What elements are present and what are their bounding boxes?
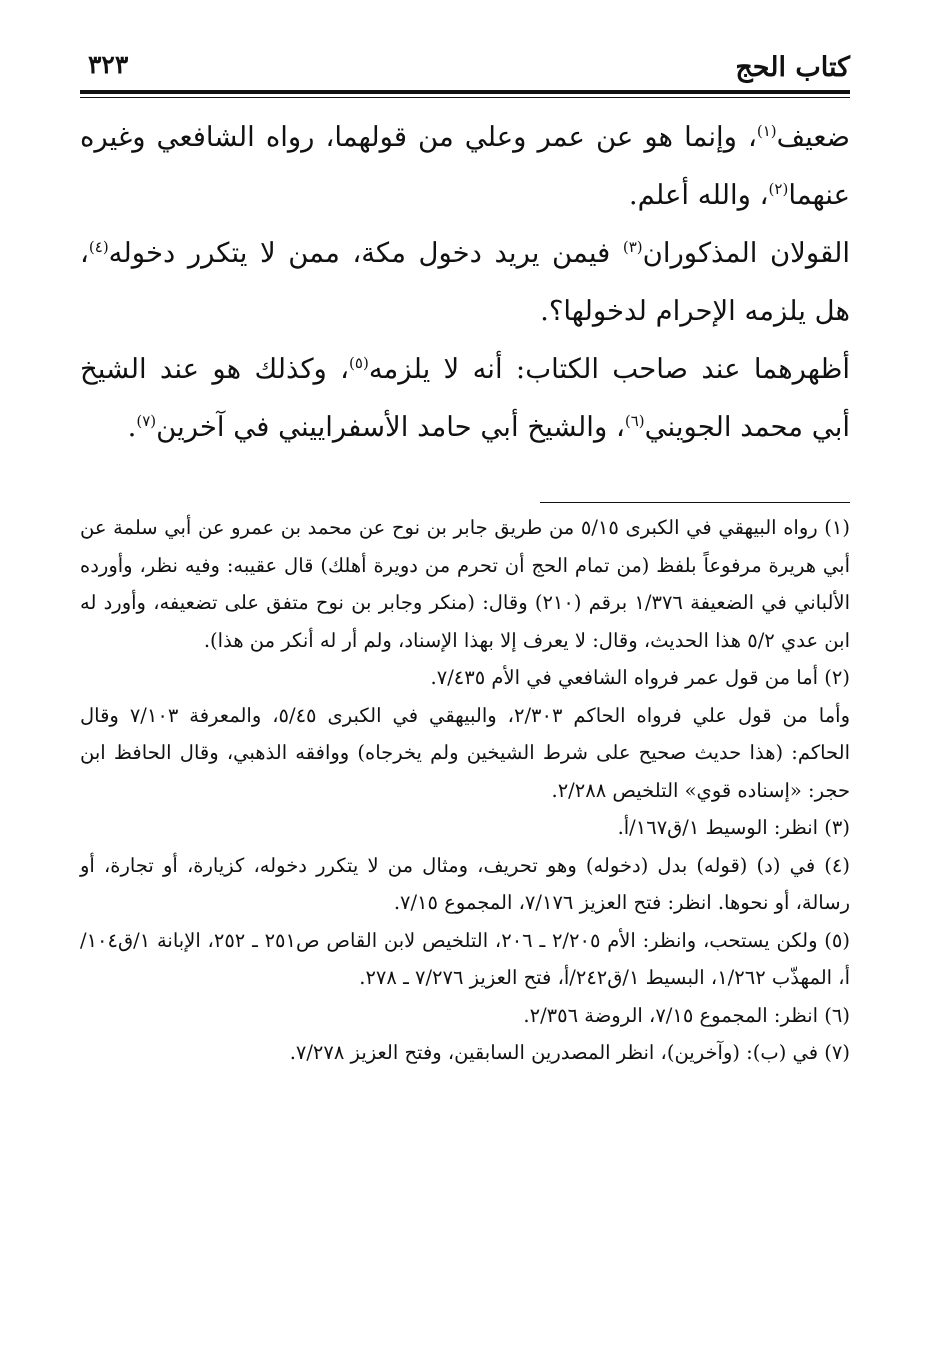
footnote-2: (٢) أما من قول عمر فرواه الشافعي في الأم ٧/٤٣٥.	[430, 666, 850, 689]
footnote-separator	[540, 502, 850, 503]
header-rule-thick	[80, 90, 850, 94]
footnotes	[80, 509, 850, 1072]
header-rule-thin	[80, 97, 850, 98]
footnote-2-continued: وأما من قول علي فرواه الحاكم ٢/٣٠٣، والبيهقي في الكبرى ٥/٤٥، والمعرفة ٧/١٠٣ وقال الحاكم: (هذا حديث صحيح على شرط الشيخين ولم يخرجاه) ووافقه الذهبي، وقال الحافظ ابن حجر: «إسناده قوي» التلخيص ٢/٢٨٨.	[80, 703, 850, 802]
footnote-3: (٣) انظر: الوسيط ١/ق١٦٧/أ.	[617, 816, 850, 839]
paragraph-3: أظهرهما عند صاحب الكتاب: أنه لا يلزمه$^{(٥)}$، وكذلك هو عند الشيخ أبي محمد الجويني$^{(٦)}$، والشيخ أبي حامد الأسفراييني في آخرين$^{(٧)}$.	[80, 353, 850, 443]
paragraph-1: ضعيف$^{(١)}$، وإنما هو عن عمر وعلي من قولهما، رواه الشافعي وغيره عنهما$^{(٢)}$، والله أعلم.	[80, 121, 850, 211]
footnote-7: (٧) في (ب): (وآخرين)، انظر المصدرين السابقين، وفتح العزيز ٧/٢٧٨.	[289, 1041, 850, 1064]
footnote-ref-2[interactable]: (٢)	[768, 179, 789, 198]
footnote-ref-3[interactable]: (٣)	[622, 237, 643, 256]
running-header	[80, 40, 850, 90]
book-title: كتاب الحج	[735, 52, 850, 83]
main-text	[80, 108, 850, 456]
footnote-ref-1[interactable]: (١)	[756, 121, 777, 140]
footnote-5: (٥) ولكن يستحب، وانظر: الأم ٢/٢٠٥ ـ ٢٠٦، التلخيص لابن القاص ص٢٥١ ـ ٢٥٢، الإبانة ١/ق١٠٤/أ، المهذّب ١/٢٦٢، البسيط ١/ق٢٤٢/أ، فتح العزيز ٧/٢٧٦ ـ ٢٧٨.	[80, 928, 850, 989]
footnote-ref-7[interactable]: (٧)	[136, 411, 157, 430]
paragraph-2: القولان المذكوران$^{(٣)}$ فيمن يريد دخول مكة، ممن لا يتكرر دخوله$^{(٤)}$، هل يلزمه الإحرام لدخولها؟.	[80, 237, 850, 327]
page	[80, 40, 850, 1072]
footnote-ref-6[interactable]: (٦)	[624, 411, 645, 430]
footnote-ref-4[interactable]: (٤)	[88, 237, 109, 256]
footnote-6: (٦) انظر: المجموع ٧/١٥، الروضة ٢/٣٥٦.	[523, 1003, 850, 1027]
page-number: ٣٢٣	[88, 50, 129, 79]
footnote-1: (١) رواه البيهقي في الكبرى ٥/١٥ من طريق جابر بن نوح عن محمد بن عمرو عن أبي سلمة عن أبي هريرة مرفوعاً بلفظ (من تمام الحج أن تحرم من دويرة أهلك) قال عقيبه: وفيه نظر، وأورده الألباني في الضعيفة ١/٣٧٦ برقم (٢١٠) وقال: (منكر وجابر بن نوح متفق على تضعيفه، وأورد له ابن عدي ٥/٢ هذا الحديث، وقال: لا يعرف إلا بهذا الإسناد، ولم أر له أنكر من هذا).	[80, 516, 850, 652]
footnote-4: (٤) في (د) (قوله) بدل (دخوله) وهو تحريف، ومثال من لا يتكرر دخوله، كزيارة، أو تجارة، أو رسالة، أو نحوها. انظر: فتح العزيز ٧/١٧٦، المجموع ٧/١٥.	[80, 853, 850, 914]
footnote-ref-5[interactable]: (٥)	[349, 353, 369, 372]
